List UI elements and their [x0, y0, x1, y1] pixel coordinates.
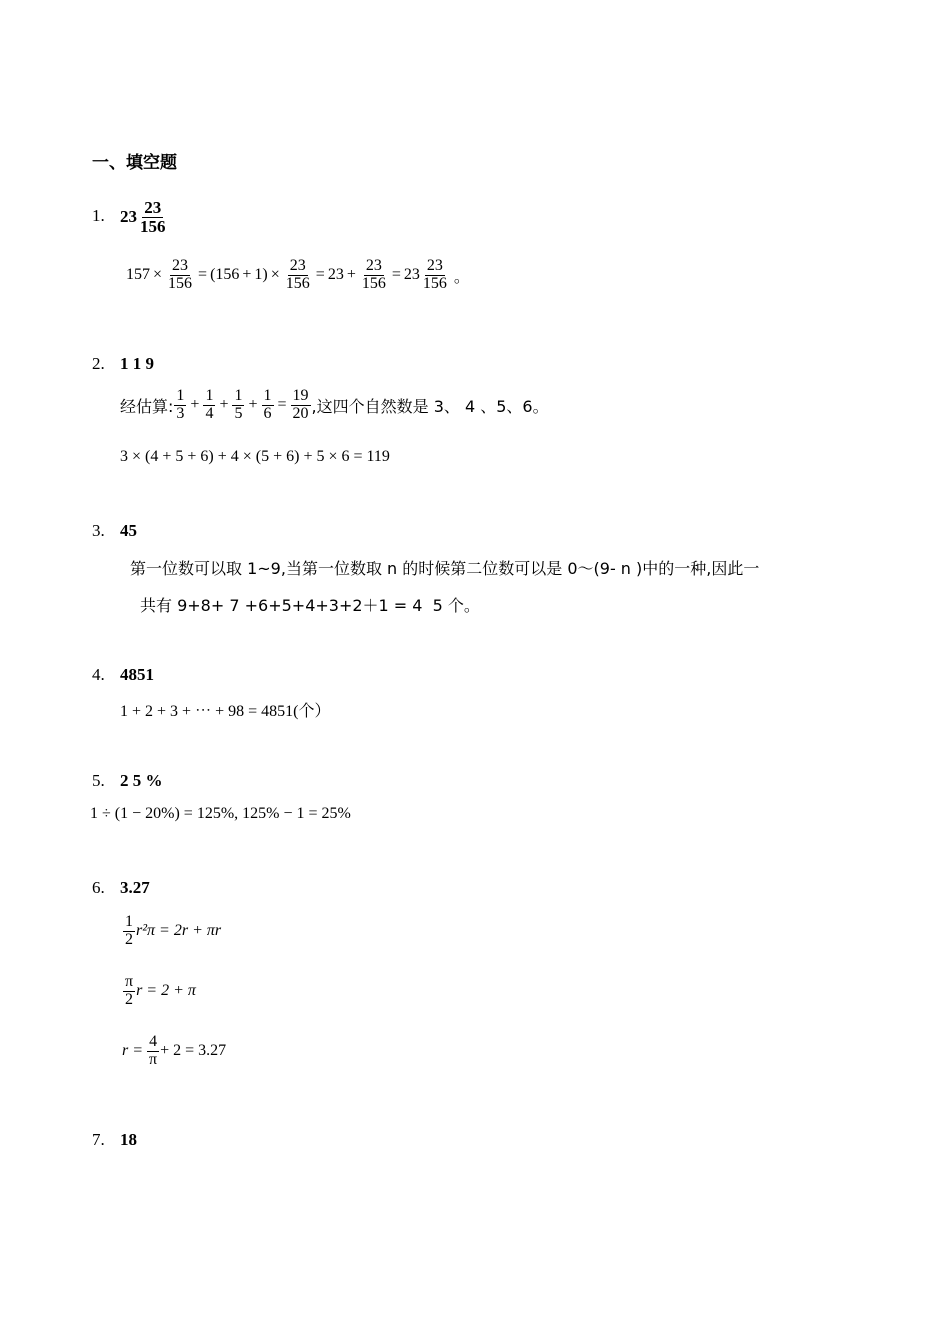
fraction-numerator: 23 [144, 198, 162, 217]
math-fraction: $\frac{1}{5}$ [234, 387, 243, 422]
item-1-number: 1. [92, 206, 105, 225]
answer-fraction [138, 199, 168, 236]
period: 。 [453, 266, 470, 286]
math-term: 23 [403, 266, 420, 284]
estimate-prefix: 经估算: [120, 396, 174, 416]
math-fraction: $\frac{\pi}{2}$ [125, 973, 134, 1008]
equation-rest: r²π = 2r + πr [136, 922, 222, 940]
item-2-answer: 1 1 9 [120, 354, 154, 373]
item-1-solution: 157 × $\frac{23}{156}$ = (156 + 1) × $\frac{23}{156}$ = 23 + $\frac{23}{156}$ = 23 $\frac{23}{156}$ 。 [126, 257, 470, 292]
math-fraction: $\frac{19}{20}$ [292, 387, 309, 422]
math-fraction: $\frac{4}{\pi}$ [149, 1033, 158, 1068]
section-title: 一、填空题 [92, 153, 177, 173]
item-4-answer: 4851 [120, 665, 154, 684]
item-4-number: 4. [92, 665, 105, 684]
item-6-equation-2 [122, 974, 196, 1009]
item-5-formula: 1 ÷ (1 − 20%) = 125%, 125% − 1 = 25% [90, 805, 351, 822]
math-fraction: $\frac{23}{156}$ [285, 257, 310, 292]
item-4-formula: 1 + 2 + 3 + ⋯ + 98 = 4851(个） [120, 703, 331, 720]
item-3-line-1: 第一位数可以取 1~9,当第一位数取 n 的时候第二位数可以是 0～(9- n )中的一种,因此一 [130, 559, 760, 578]
item-5-answer: 2 5 % [120, 771, 163, 790]
item-6-number: 6. [92, 878, 105, 897]
item-6-equation-3 [122, 1034, 226, 1069]
item-7-number: 7. [92, 1130, 105, 1149]
math-fraction: $\frac{1}{6}$ [263, 387, 272, 422]
math-fraction: $\frac{23}{156}$ [168, 257, 193, 292]
item-6-answer: 3.27 [120, 878, 150, 897]
item-7-answer: 18 [120, 1130, 137, 1149]
item-1-answer [120, 199, 169, 236]
math-fraction: $\frac{1}{2}$ [125, 913, 133, 948]
math-fraction: $\frac{1}{3}$ [176, 387, 185, 422]
equation-rest: + 2 = 3.27 [160, 1042, 227, 1060]
equation-rest: r = 2 + π [136, 982, 196, 1000]
math-term: (156 [210, 266, 240, 284]
item-2-estimate: 经估算: $\frac{1}{3}$ + $\frac{1}{4}$ + $\frac{1}{5}$ + $\frac{1}{6}$ = $\frac{19}{20}$ ,这四个自然数是 3、 4 、5、6。 [120, 387, 549, 422]
math-fraction: $\frac{23}{156}$ [361, 257, 386, 292]
item-2-formula: 3 × (4 + 5 + 6) + 4 × (5 + 6) + 5 × 6 = 119 [120, 448, 390, 465]
estimate-suffix: ,这四个自然数是 3、 4 、5、6。 [311, 396, 549, 416]
answer-whole: 23 [120, 207, 137, 227]
fraction-denominator: 156 [140, 216, 166, 236]
math-term: 157 [126, 266, 150, 284]
math-fraction: $\frac{23}{156}$ [422, 257, 447, 292]
item-3-answer: 45 [120, 521, 137, 540]
item-3-number: 3. [92, 521, 105, 540]
math-fraction: $\frac{1}{4}$ [205, 387, 214, 422]
item-2-number: 2. [92, 354, 105, 373]
equation-lhs: r = [122, 1042, 144, 1060]
math-term: 23 [327, 266, 344, 284]
item-3-line-2: 共有 9+8+ 7 +6+5+4+3+2＋1 = 4 5 个。 [140, 596, 480, 615]
math-term: 1) [254, 266, 268, 284]
item-6-equation-1 [122, 914, 221, 949]
item-5-number: 5. [92, 771, 105, 790]
